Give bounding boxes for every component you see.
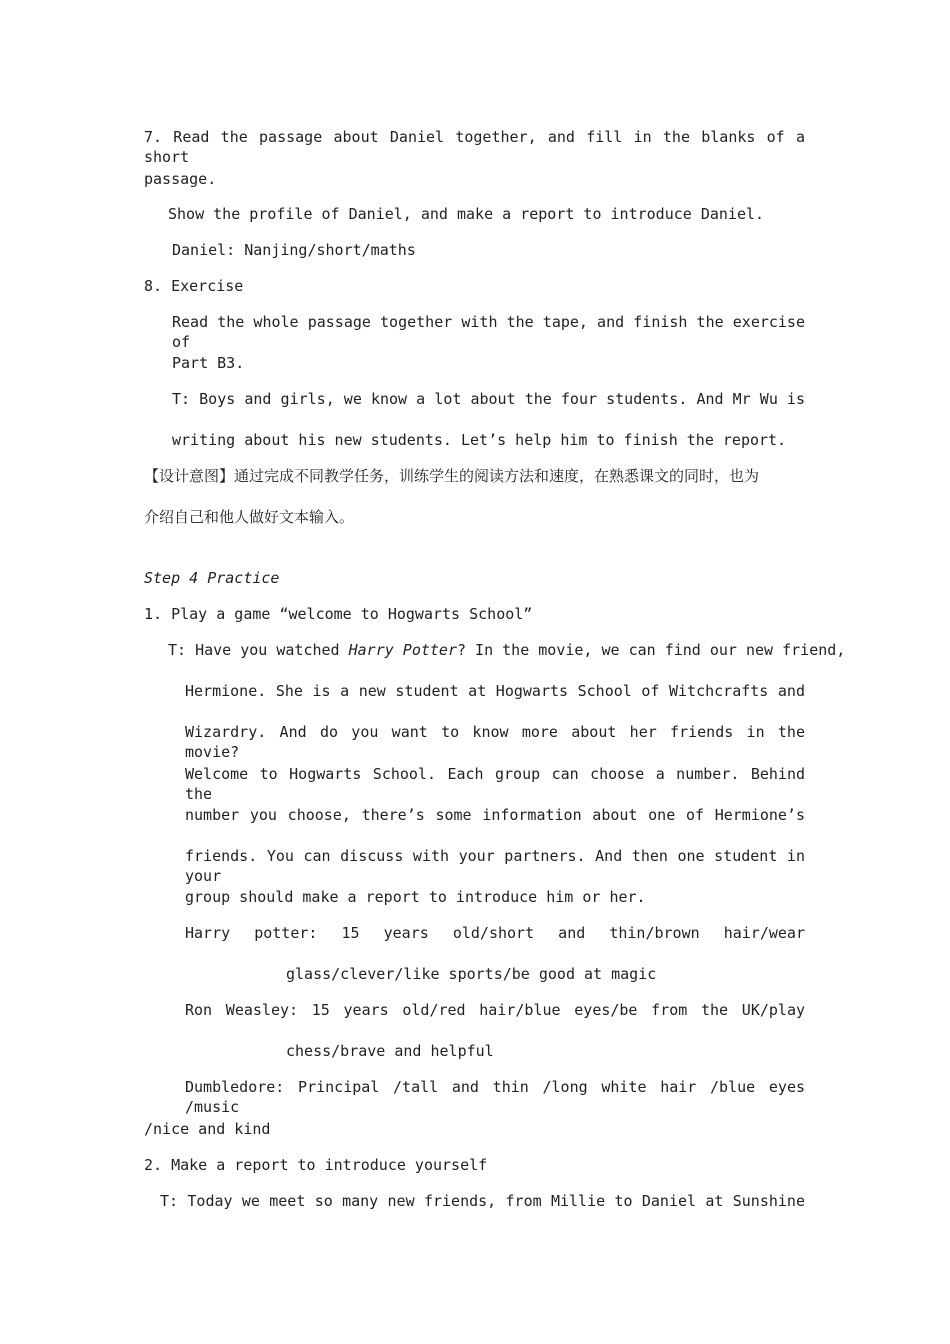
harry-line1: Harry potter: 15 years old/short and thin/brown hair/wear xyxy=(185,924,805,942)
report-title: 2. Make a report to introduce yourself xyxy=(144,1156,488,1174)
design-intent-line1: 【设计意图】通过完成不同教学任务，训练学生的阅读方法和速度，在熟悉课文的同时，也为 xyxy=(144,467,760,485)
game-para-line7: group should make a report to introduce him or her. xyxy=(185,888,646,906)
item7-line4: Daniel: Nanjing/short/maths xyxy=(172,241,416,259)
movie-title: Harry Potter xyxy=(348,641,457,659)
game-para-line2: Hermione. She is a new student at Hogwarts School of Witchcrafts and xyxy=(185,682,805,700)
dumbledore-line2: /nice and kind xyxy=(144,1120,271,1138)
ron-line1: Ron Weasley: 15 years old/red hair/blue eyes/be from the UK/play xyxy=(185,1001,805,1019)
item8-line5: writing about his new students. Let’s help him to finish the report. xyxy=(172,431,787,449)
item8-line2: Read the whole passage together with the tape, and finish the exercise of xyxy=(172,313,805,351)
game-para-line4: Welcome to Hogwarts School. Each group can choose a number. Behind the xyxy=(185,765,805,803)
report-teacher-line: T: Today we meet so many new friends, from Millie to Daniel at Sunshine xyxy=(160,1192,805,1210)
dumbledore-line1: Dumbledore: Principal /tall and thin /long white hair /blue eyes /music xyxy=(185,1078,805,1116)
game-teacher-line1-text xyxy=(168,640,845,660)
game-para-line3: Wizardry. And do you want to know more about her friends in the movie? xyxy=(185,723,805,761)
game-para-line5: number you choose, there’s some information about one of Hermione’s xyxy=(185,806,805,824)
t-prefix: T: Have you watched xyxy=(168,641,349,659)
item8-line3: Part B3. xyxy=(172,354,245,372)
design-intent-line2: 介绍自己和他人做好文本输入。 xyxy=(144,508,355,526)
game-para-line6: friends. You can discuss with your partners. And then one student in your xyxy=(185,847,805,885)
game-teacher-line1 xyxy=(168,640,846,660)
t-suffix: ? In the movie, we can find our new friend, xyxy=(457,641,846,659)
harry-line2: glass/clever/like sports/be good at magic xyxy=(286,965,657,983)
item7-line2: passage. xyxy=(144,170,217,188)
item8-line4: T: Boys and girls, we know a lot about the four students. And Mr Wu is xyxy=(172,390,805,408)
item8-line1: 8. Exercise xyxy=(144,277,244,295)
step4-heading: Step 4 Practice xyxy=(144,569,280,587)
item7-line1: 7. Read the passage about Daniel together, and fill in the blanks of a short xyxy=(144,128,805,166)
ron-line2: chess/brave and helpful xyxy=(286,1042,494,1060)
game-title: 1. Play a game “welcome to Hogwarts School” xyxy=(144,605,533,623)
item7-line3: Show the profile of Daniel, and make a report to introduce Daniel. xyxy=(168,205,765,223)
